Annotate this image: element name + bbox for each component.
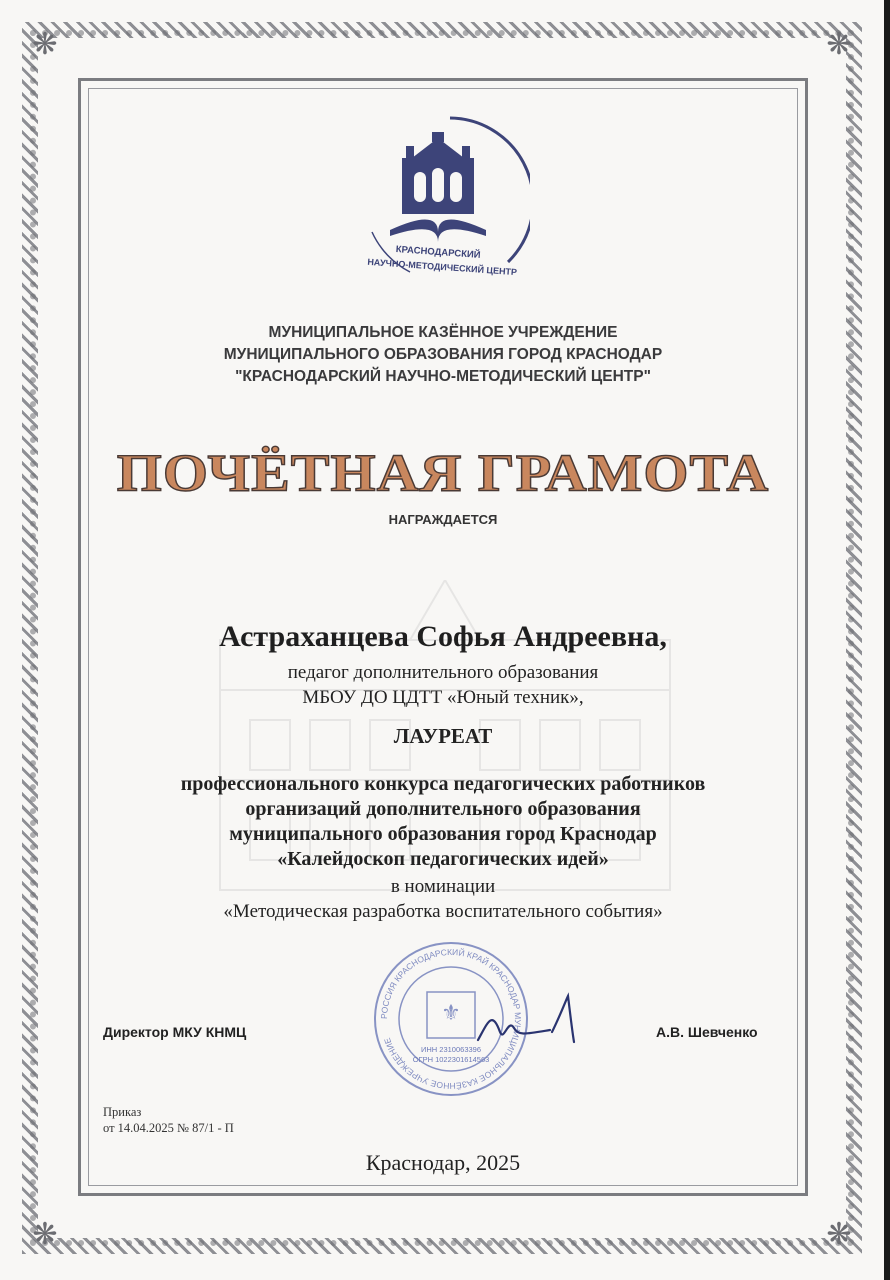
director-signature [470,992,590,1052]
organization-block [90,322,796,388]
organization-line: МУНИЦИПАЛЬНОГО ОБРАЗОВАНИЯ ГОРОД КРАСНОДАР [223,346,663,363]
recipient-institution: МБОУ ДО ЦДТТ «Юный техник», [302,687,584,708]
footer-city-year: Краснодар, 2025 [365,1150,521,1175]
nomination-label: в номинации [390,876,496,897]
awarded-label: НАГРАЖДАЕТСЯ [388,512,498,527]
seal-ring-text: РОССИЯ КРАСНОДАРСКИЙ КРАЙ КРАСНОДАР МУНИЦИПАЛЬНОЕ КАЗЁННОЕ УЧРЕЖДЕНИЕ [378,946,524,1092]
competition-line: организаций дополнительного образования [245,798,641,820]
corner-ornament-icon: ❋ [826,27,852,62]
competition-line: профессионального конкурса педагогических работников [180,773,706,795]
competition-line: муниципального образования город Краснодар [229,823,657,845]
order-reference [103,1104,234,1136]
certificate-title: ПОЧЁТНАЯ ГРАМОТА [116,442,770,503]
competition-block [90,772,796,872]
knmc-logo [350,112,530,292]
seal-ogrn: ОГРН 1022301614563 [412,1055,490,1064]
organization-line: "КРАСНОДАРСКИЙ НАУЧНО-МЕТОДИЧЕСКИЙ ЦЕНТР" [235,368,651,385]
recipient-name: Астраханцева Софья Андреевна, [219,620,667,653]
coat-of-arms-icon: ⚜ [441,1001,461,1026]
seal-inn: ИНН 2310063396 [420,1045,482,1054]
recipient-position: педагог дополнительного образования [287,662,599,683]
corner-ornament-icon: ❋ [826,1217,852,1252]
nomination-title: «Методическая разработка воспитательного события» [223,901,663,922]
signatory-name: А.В. Шевченко [656,1024,758,1040]
organization-line: МУНИЦИПАЛЬНОЕ КАЗЁННОЕ УЧРЕЖДЕНИЕ [268,324,618,341]
logo-text-line2: НАУЧНО-МЕТОДИЧЕСКИЙ ЦЕНТР [367,256,518,278]
competition-line: «Калейдоскоп педагогических идей» [277,848,609,870]
award-level: ЛАУРЕАТ [393,724,493,748]
corner-ornament-icon: ❋ [32,1217,58,1252]
order-label: Приказ [103,1105,142,1119]
signatory-role: Директор МКУ КНМЦ [103,1024,247,1040]
logo-text-line1: КРАСНОДАРСКИЙ [395,244,481,261]
corner-ornament-icon: ❋ [32,27,58,62]
order-details: от 14.04.2025 № 87/1 - П [103,1121,234,1135]
